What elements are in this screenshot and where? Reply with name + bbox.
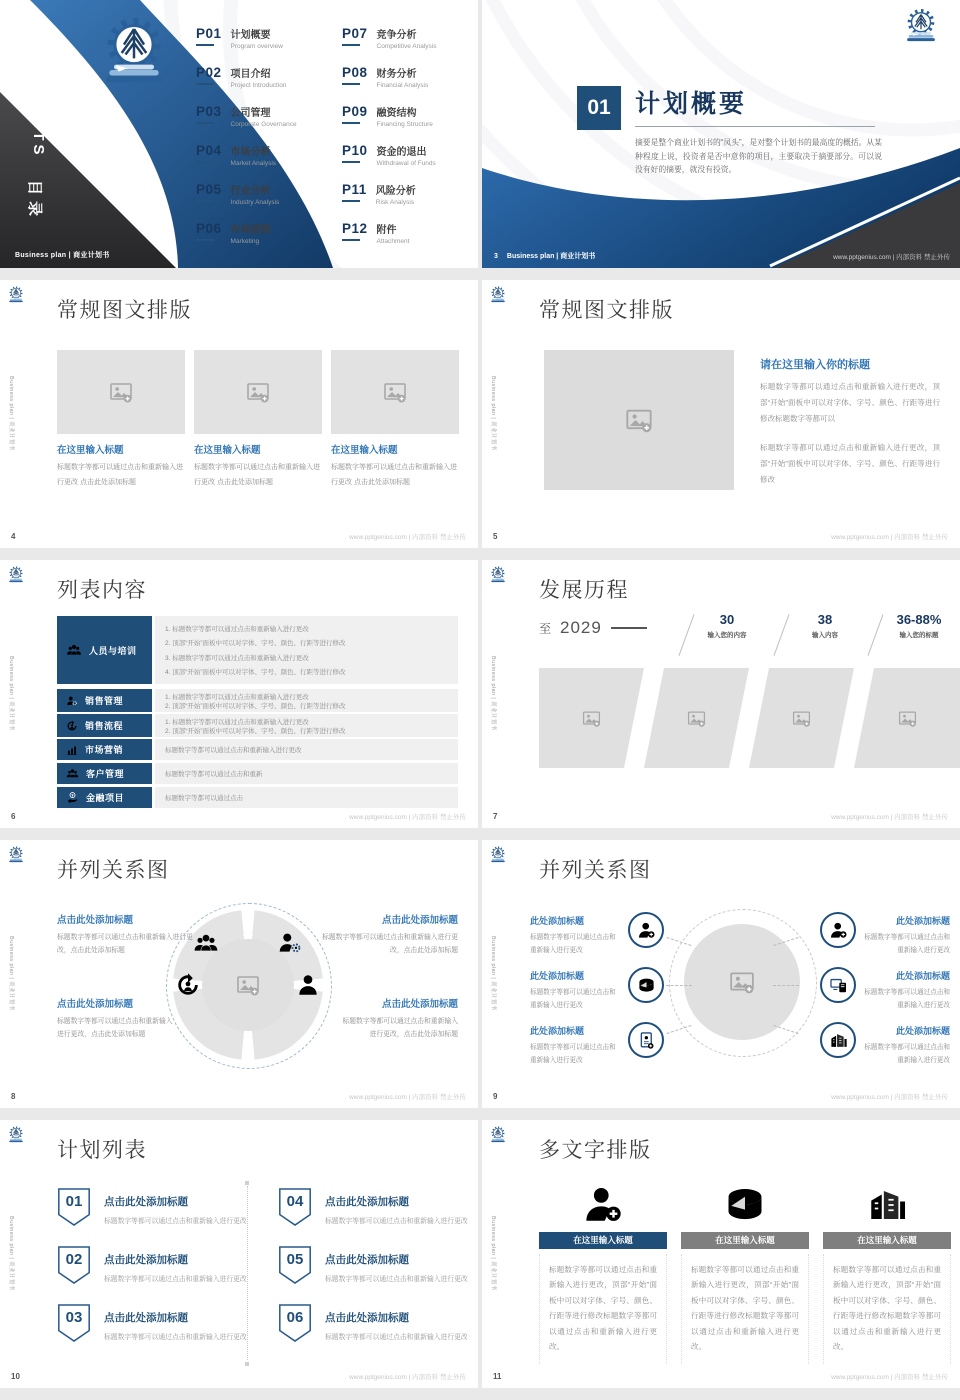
footer-credit: www.pptgenius.com | 内部资料 禁止外传: [349, 534, 466, 541]
footer-credit: www.pptgenius.com | 内部资料 禁止外传: [833, 254, 950, 261]
plan-text: [325, 1252, 475, 1283]
list-category-marketing: [57, 739, 152, 760]
section-title: 计划概要: [635, 90, 748, 118]
plan-number: 05: [286, 1251, 304, 1268]
group-icon: [295, 972, 321, 998]
toc-title: 市场分析: [230, 147, 271, 158]
toc-item: [342, 143, 478, 167]
list-line: 1. 标题数字等都可以通过点击和重新输入进行更改: [165, 719, 309, 726]
marketing-chart-icon: [66, 744, 78, 756]
column-body: 标题数字等都可以通过点击和重新输入进行更改，顶部“开始”面板中可以对字体、字号、颜色、行距等进行修改标题数字等都可以通过点击和重新输入进行更改。: [681, 1254, 809, 1364]
plan-heading: 点击此处添加标题: [104, 1312, 188, 1324]
page-number: 8: [11, 1092, 16, 1101]
person-gear-icon: [277, 930, 303, 956]
toc-item: [196, 65, 336, 89]
toc-item: [342, 221, 478, 245]
toc-subtitle: Competitive Analysis: [376, 43, 437, 50]
list-line: 2. 顶部“开始”面板中可以对字体、字号、颜色、行距等进行修改: [165, 728, 346, 735]
devices-icon: [829, 976, 848, 995]
node-circle: [628, 1022, 664, 1058]
list-category-lines: [155, 787, 458, 808]
toc-number: P08: [342, 65, 368, 80]
image-placeholder: [194, 350, 322, 434]
caption-body: 标题数字等都可以通过点击和重新输入进行更改 点击此处添加标题: [57, 464, 183, 486]
toc-item: [196, 221, 336, 245]
callout-title: 点击此处添加标题: [57, 915, 134, 926]
slide-multi-text: [482, 1120, 960, 1388]
side-label: Business plan | 商业计划书: [8, 936, 14, 1011]
divider: [196, 239, 214, 241]
side-label: Business plan | 商业计划书: [490, 656, 496, 731]
list-category-label: 市场营销: [85, 745, 124, 755]
toc-number: P12: [342, 221, 368, 236]
list-category-finance-project: [57, 787, 152, 808]
cover-vertical-title-en: CONTENTS: [30, 44, 47, 159]
page-number: 11: [493, 1372, 502, 1381]
node-body: 标题数字等都可以通过点击和重新输入进行更改: [864, 1044, 950, 1064]
plan-text: [325, 1194, 475, 1225]
connector-line: [773, 985, 799, 986]
node-body: 标题数字等都可以通过点击和重新输入进行更改: [530, 1044, 616, 1064]
toc-title: 资金的退出: [376, 147, 427, 158]
toc-number: P10: [342, 143, 368, 158]
callout-body: 标题数字等都可以通过点击和重新输入进行更改，点击此处添加标题: [342, 1018, 458, 1039]
divider: [196, 83, 214, 85]
school-logo-icon: [7, 286, 25, 304]
plan-number: 04: [286, 1193, 304, 1210]
node-title: 此处添加标题: [530, 1026, 585, 1036]
node-circle: [628, 912, 664, 948]
node-title: 此处添加标题: [530, 916, 585, 926]
column-icon-wrap: [823, 1182, 951, 1228]
divider: [635, 126, 875, 127]
node-circle: [628, 967, 664, 1003]
page-number: 6: [11, 812, 16, 821]
page-number: 10: [11, 1372, 20, 1381]
page-number: 3: [494, 253, 498, 260]
column-header: 在这里输入标题: [681, 1232, 809, 1249]
plan-number: 02: [65, 1251, 83, 1268]
node-title: 此处添加标题: [895, 916, 950, 926]
list-category-lines: [155, 739, 458, 760]
stat-value: 36-88%: [896, 612, 942, 627]
footer-credit: www.pptgenius.com | 内部资料 禁止外传: [831, 1094, 948, 1101]
list-line: 4. 顶部“开始”面板中可以对字体、字号、颜色、行距等进行修改: [165, 668, 346, 676]
slide-radial-4: [0, 840, 478, 1108]
list-category-lines: [155, 714, 458, 737]
image-placeholder: [539, 668, 644, 768]
plan-text: [104, 1310, 254, 1341]
slide-contents: [0, 0, 478, 268]
plan-heading: 点击此处添加标题: [104, 1254, 188, 1266]
list-category-staff-training: [57, 616, 152, 684]
divider: [196, 161, 214, 163]
toc-number: P05: [196, 182, 222, 197]
plan-body: 标题数字等都可以通过点击和重新输入进行更改: [104, 1334, 247, 1341]
plan-item: [57, 1304, 91, 1347]
slide-radial-6: [482, 840, 960, 1108]
plan-item: [278, 1304, 312, 1347]
side-label: Business plan | 商业计划书: [8, 1216, 14, 1291]
plan-number: 01: [65, 1193, 83, 1210]
image-placeholder-icon: [383, 380, 407, 404]
toc-title: 行业分析: [230, 186, 271, 197]
footer-credit: www.pptgenius.com | 内部资料 禁止外传: [349, 1094, 466, 1101]
caption-heading: 在这里输入标题: [331, 445, 398, 456]
node-block: [530, 969, 622, 1013]
toc-number: P09: [342, 104, 368, 119]
slide-title: 常规图文排版: [539, 299, 674, 322]
node-circle: [820, 912, 856, 948]
callout-body: 标题数字等都可以通过点击和重新输入进行更改，点击此处添加标题: [57, 1018, 173, 1039]
list-category-lines: [155, 689, 458, 712]
slide-section-01: [482, 0, 960, 268]
plan-body: 标题数字等都可以通过点击和重新输入进行更改: [104, 1218, 247, 1225]
pie-chart-icon: [637, 976, 656, 995]
footer-credit: www.pptgenius.com | 内部资料 禁止外传: [831, 1374, 948, 1381]
footer-credit: www.pptgenius.com | 内部资料 禁止外传: [349, 814, 466, 821]
slide-plan-list: [0, 1120, 478, 1388]
list-line: 2. 顶部“开始”面板中可以对字体、字号、颜色、行距等进行修改: [165, 703, 346, 710]
list-category-lines: [155, 763, 458, 784]
callout-title: 点击此处添加标题: [381, 915, 458, 926]
list-category-label: 销售管理: [85, 696, 124, 706]
timeline-stat: [687, 612, 767, 639]
caption-body: 标题数字等都可以通过点击和重新输入进行更改 点击此处添加标题: [194, 464, 320, 486]
footer-brand: Business plan | 商业计划书: [506, 253, 596, 260]
image-placeholder: [331, 350, 459, 434]
toc-item: [196, 143, 336, 167]
divider: [611, 627, 647, 629]
list-line: 标题数字等都可以通过点击和重新: [165, 771, 263, 778]
staff-training-icon: [66, 642, 82, 658]
stat-value: 38: [817, 612, 833, 627]
list-line: 标题数字等都可以通过点击: [165, 795, 243, 802]
toc-number: P07: [342, 26, 368, 41]
toc-subtitle: Market Analysis: [230, 160, 277, 167]
image-placeholder: [57, 350, 185, 434]
image-placeholder-icon: [109, 380, 133, 404]
school-logo-icon: [489, 286, 507, 304]
list-category-label: 人员与培训: [89, 645, 137, 656]
divider: [196, 44, 214, 46]
timeline-year-prefix: 至: [539, 621, 552, 636]
slide-timeline: [482, 560, 960, 828]
image-placeholder: [854, 668, 960, 768]
list-line: 1. 标题数字等都可以通过点击和重新输入进行更改: [165, 626, 309, 634]
sales-process-icon: [66, 720, 78, 732]
side-label: Business plan | 商业计划书: [490, 376, 496, 451]
image-placeholder-icon: [729, 969, 755, 995]
list-line: 标题数字等都可以通过点击和重新输入进行更改: [165, 747, 302, 754]
image-placeholder: [644, 668, 749, 768]
image-placeholder-icon: [792, 709, 811, 728]
slide-footer-left: [494, 251, 595, 261]
footer-credit: www.pptgenius.com | 内部资料 禁止外传: [349, 1374, 466, 1381]
toc-title: 风险分析: [375, 186, 416, 197]
list-category-label: 客户管理: [86, 769, 125, 779]
node-body: 标题数字等都可以通过点击和重新输入进行更改: [864, 989, 950, 1009]
image-placeholder: [749, 668, 854, 768]
plan-item: [57, 1246, 91, 1289]
slide-title: 并列关系图: [57, 859, 170, 882]
footer-credit: www.pptgenius.com | 内部资料 禁止外传: [831, 534, 948, 541]
side-label: Business plan | 商业计划书: [8, 376, 14, 451]
image-placeholder: [544, 350, 734, 490]
list-category-label: 销售流程: [85, 721, 124, 731]
toc-subtitle: Attachment: [376, 238, 410, 245]
toc-title: 计划概要: [230, 30, 271, 41]
divider: [196, 122, 214, 124]
callout-block: [320, 912, 458, 958]
callout-block: [57, 996, 175, 1042]
plan-body: 标题数字等都可以通过点击和重新输入进行更改: [325, 1334, 468, 1341]
caption-block: [331, 442, 459, 490]
stat-label: 输入内容: [812, 632, 838, 639]
school-logo-icon: [96, 16, 172, 90]
callout-title: 点击此处添加标题: [381, 999, 458, 1010]
plan-item: [278, 1188, 312, 1231]
plan-body: 标题数字等都可以通过点击和重新输入进行更改: [104, 1276, 247, 1283]
plan-heading: 点击此处添加标题: [104, 1196, 188, 1208]
column-icon-wrap: [681, 1182, 809, 1228]
id-card-icon: [637, 1031, 656, 1050]
node-block: [530, 1024, 622, 1068]
toc-number: P03: [196, 104, 222, 119]
column-icon-wrap: [539, 1182, 667, 1228]
node-circle: [820, 1022, 856, 1058]
school-logo-icon: [489, 1126, 507, 1144]
caption-block: [57, 442, 185, 490]
toc-item: [342, 65, 478, 89]
toc-item: [196, 26, 336, 50]
divider: [342, 44, 360, 46]
list-category-sales-process: [57, 714, 152, 737]
toc-subtitle: Industry Analysis: [230, 199, 280, 206]
image-placeholder-icon: [625, 406, 653, 434]
school-logo-icon: [902, 8, 940, 45]
sales-management-icon: [66, 695, 78, 707]
plan-item: [57, 1188, 91, 1231]
callout-block: [57, 912, 197, 958]
list-line: 3. 标题数字等都可以通过点击和重新输入进行更改: [165, 654, 309, 662]
person-icon: [829, 921, 848, 940]
toc-number: P11: [342, 182, 367, 197]
section-swoosh-decoration: [482, 0, 960, 268]
toc-subtitle: Risk Analysis: [375, 199, 415, 206]
list-line: 2. 顶部“开始”面板中可以对字体、字号、颜色、行距等进行修改: [165, 640, 346, 648]
divider: [342, 122, 360, 124]
callout-title: 点击此处添加标题: [57, 999, 134, 1010]
slide-title: 列表内容: [57, 579, 147, 602]
slide-image-text-3col: [0, 280, 478, 548]
list-category-sales-management: [57, 689, 152, 712]
section-number-box: 01: [577, 86, 621, 130]
person-plus-icon: [637, 921, 656, 940]
slide-title: 多文字排版: [539, 1139, 652, 1162]
cover-footer: Business plan | 商业计划书: [15, 252, 110, 259]
toc-title: 财务分析: [376, 69, 417, 80]
toc-title: 融资结构: [376, 108, 417, 119]
caption-heading: 在这里输入标题: [57, 445, 124, 456]
node-block: [862, 914, 950, 958]
school-logo-icon: [489, 566, 507, 584]
list-category-lines: [155, 616, 458, 684]
toc-subtitle: Financial Analysis: [376, 82, 429, 89]
school-logo-icon: [7, 846, 25, 864]
toc-title: 公司管理: [230, 108, 271, 119]
side-label: Business plan | 商业计划书: [8, 656, 14, 731]
toc-number: P04: [196, 143, 222, 158]
slide-title: 发展历程: [539, 579, 629, 602]
divider-endcap: [245, 1181, 249, 1185]
toc-title: 市场营销: [230, 225, 271, 236]
toc-item: [342, 104, 478, 128]
stat-label: 输入您的内容: [707, 632, 747, 639]
school-logo-icon: [7, 566, 25, 584]
toc-title: 附件: [376, 225, 397, 236]
toc-subtitle: Marketing: [230, 238, 260, 245]
callout-body: 标题数字等都可以通过点击和重新输入进行更改，点击此处添加标题: [322, 934, 458, 955]
body-paragraph: 标题数字等都可以通过点击和重新输入进行更改，顶部“开始”面板中可以对字体、字号、颜色、行距等进行修改标题数字等都可以: [760, 382, 940, 423]
list-line: 1. 标题数字等都可以通过点击和重新输入进行更改: [165, 694, 309, 701]
building-icon: [866, 1184, 908, 1226]
stat-value: 30: [719, 612, 735, 627]
side-label: Business plan | 商业计划书: [490, 936, 496, 1011]
toc-subtitle: Withdrawal of Funds: [376, 160, 436, 167]
callout-body: 标题数字等都可以通过点击和重新输入进行更改，点击此处添加标题: [57, 934, 193, 955]
section-summary: 摘要是整个商业计划书的“凤头”，是对整个计划书的最高度的概括。从某种程度上说，投资者是否中意你的项目，主要取决于摘要部分。可以说没有好的摘要，就没有投资。: [635, 138, 882, 175]
list-category-customer-management: [57, 763, 152, 784]
plan-item: [278, 1246, 312, 1289]
page-number: 5: [493, 532, 498, 541]
image-placeholder-icon: [898, 709, 917, 728]
page-number: 4: [11, 532, 16, 541]
plan-body: 标题数字等都可以通过点击和重新输入进行更改: [325, 1218, 468, 1225]
pie-chart-icon: [723, 1183, 767, 1227]
image-placeholder-icon: [236, 973, 260, 997]
toc-item: [196, 104, 336, 128]
caption-body: 标题数字等都可以通过点击和重新输入进行更改 点击此处添加标题: [331, 464, 457, 486]
callout-block: [340, 996, 458, 1042]
plan-number: 06: [286, 1309, 304, 1326]
cover-vertical-title-cn: 目录: [26, 180, 43, 223]
school-logo-icon: [489, 846, 507, 864]
plan-text: [104, 1252, 254, 1283]
toc-number: P01: [196, 26, 222, 41]
plan-text: [104, 1194, 254, 1225]
caption-block: [194, 442, 322, 490]
plan-heading: 点击此处添加标题: [325, 1196, 409, 1208]
node-title: 此处添加标题: [895, 971, 950, 981]
toc-subtitle: Financing Structure: [376, 121, 433, 128]
node-title: 此处添加标题: [530, 971, 585, 981]
toc-item: [342, 182, 478, 206]
connector-line: [666, 985, 692, 986]
slide-title: 并列关系图: [539, 859, 652, 882]
body-heading: 请在这里输入你的标题: [760, 359, 870, 371]
image-placeholder-icon: [687, 709, 706, 728]
side-label: Business plan | 商业计划书: [490, 1216, 496, 1291]
slide-title: 常规图文排版: [57, 299, 192, 322]
page-number: 7: [493, 812, 498, 821]
toc-subtitle: Corporate Governance: [230, 121, 297, 128]
customer-management-icon: [66, 767, 79, 780]
timeline-year: [539, 618, 647, 638]
node-circle: [820, 967, 856, 1003]
list-category-label: 金融项目: [86, 793, 125, 803]
divider: [196, 200, 214, 202]
divider: [342, 161, 360, 163]
page-number: 9: [493, 1092, 498, 1101]
toc-title: 项目介绍: [230, 69, 271, 80]
stat-label: 输入您的标题: [899, 632, 939, 639]
caption-heading: 在这里输入标题: [194, 445, 261, 456]
column-header: 在这里输入标题: [823, 1232, 951, 1249]
divider: [342, 239, 360, 241]
person-refresh-icon: [175, 972, 201, 998]
divider: [342, 83, 360, 85]
footer-credit: www.pptgenius.com | 内部资料 禁止外传: [831, 814, 948, 821]
timeline-stat: [785, 612, 865, 639]
node-block: [862, 1024, 950, 1068]
toc-subtitle: Project Introduction: [230, 82, 287, 89]
node-body: 标题数字等都可以通过点击和重新输入进行更改: [530, 989, 616, 1009]
slide-image-text-single: [482, 280, 960, 548]
timeline-stat: [879, 612, 959, 639]
toc-item: [196, 182, 336, 206]
image-placeholder-icon: [246, 380, 270, 404]
toc-number: P06: [196, 221, 222, 236]
node-title: 此处添加标题: [895, 1026, 950, 1036]
image-placeholder-icon: [582, 709, 601, 728]
timeline-year-value: 2029: [560, 618, 602, 637]
person-plus-icon: [582, 1184, 624, 1226]
slide-list-content: [0, 560, 478, 828]
body-paragraph: 标题数字等都可以通过点击和重新输入进行更改，顶部“开始”面板中可以对字体、字号、颜色、行距等进行修改: [760, 443, 940, 484]
plan-text: [325, 1310, 475, 1341]
divider: [342, 200, 360, 202]
toc-number: P02: [196, 65, 222, 80]
node-block: [530, 914, 622, 958]
building-icon: [829, 1031, 848, 1050]
plan-number: 03: [65, 1309, 83, 1326]
divider-endcap: [245, 1362, 249, 1366]
school-logo-icon: [7, 1126, 25, 1144]
plan-heading: 点击此处添加标题: [325, 1312, 409, 1324]
toc-title: 竞争分析: [376, 30, 417, 41]
column-body: 标题数字等都可以通过点击和重新输入进行更改，顶部“开始”面板中可以对字体、字号、颜色、行距等进行修改标题数字等都可以通过点击和重新输入进行更改。: [539, 1254, 667, 1364]
toc-subtitle: Program overview: [230, 43, 283, 50]
plan-heading: 点击此处添加标题: [325, 1254, 409, 1266]
node-block: [862, 969, 950, 1013]
finance-project-icon: [66, 791, 79, 804]
plan-body: 标题数字等都可以通过点击和重新输入进行更改: [325, 1276, 468, 1283]
node-body: 标题数字等都可以通过点击和重新输入进行更改: [530, 934, 616, 954]
node-body: 标题数字等都可以通过点击和重新输入进行更改: [864, 934, 950, 954]
toc-item: [342, 26, 478, 50]
slide-title: 计划列表: [57, 1139, 147, 1162]
column-body: 标题数字等都可以通过点击和重新输入进行更改，顶部“开始”面板中可以对字体、字号、颜色、行距等进行修改标题数字等都可以通过点击和重新输入进行更改。: [823, 1254, 951, 1364]
column-header: 在这里输入标题: [539, 1232, 667, 1249]
